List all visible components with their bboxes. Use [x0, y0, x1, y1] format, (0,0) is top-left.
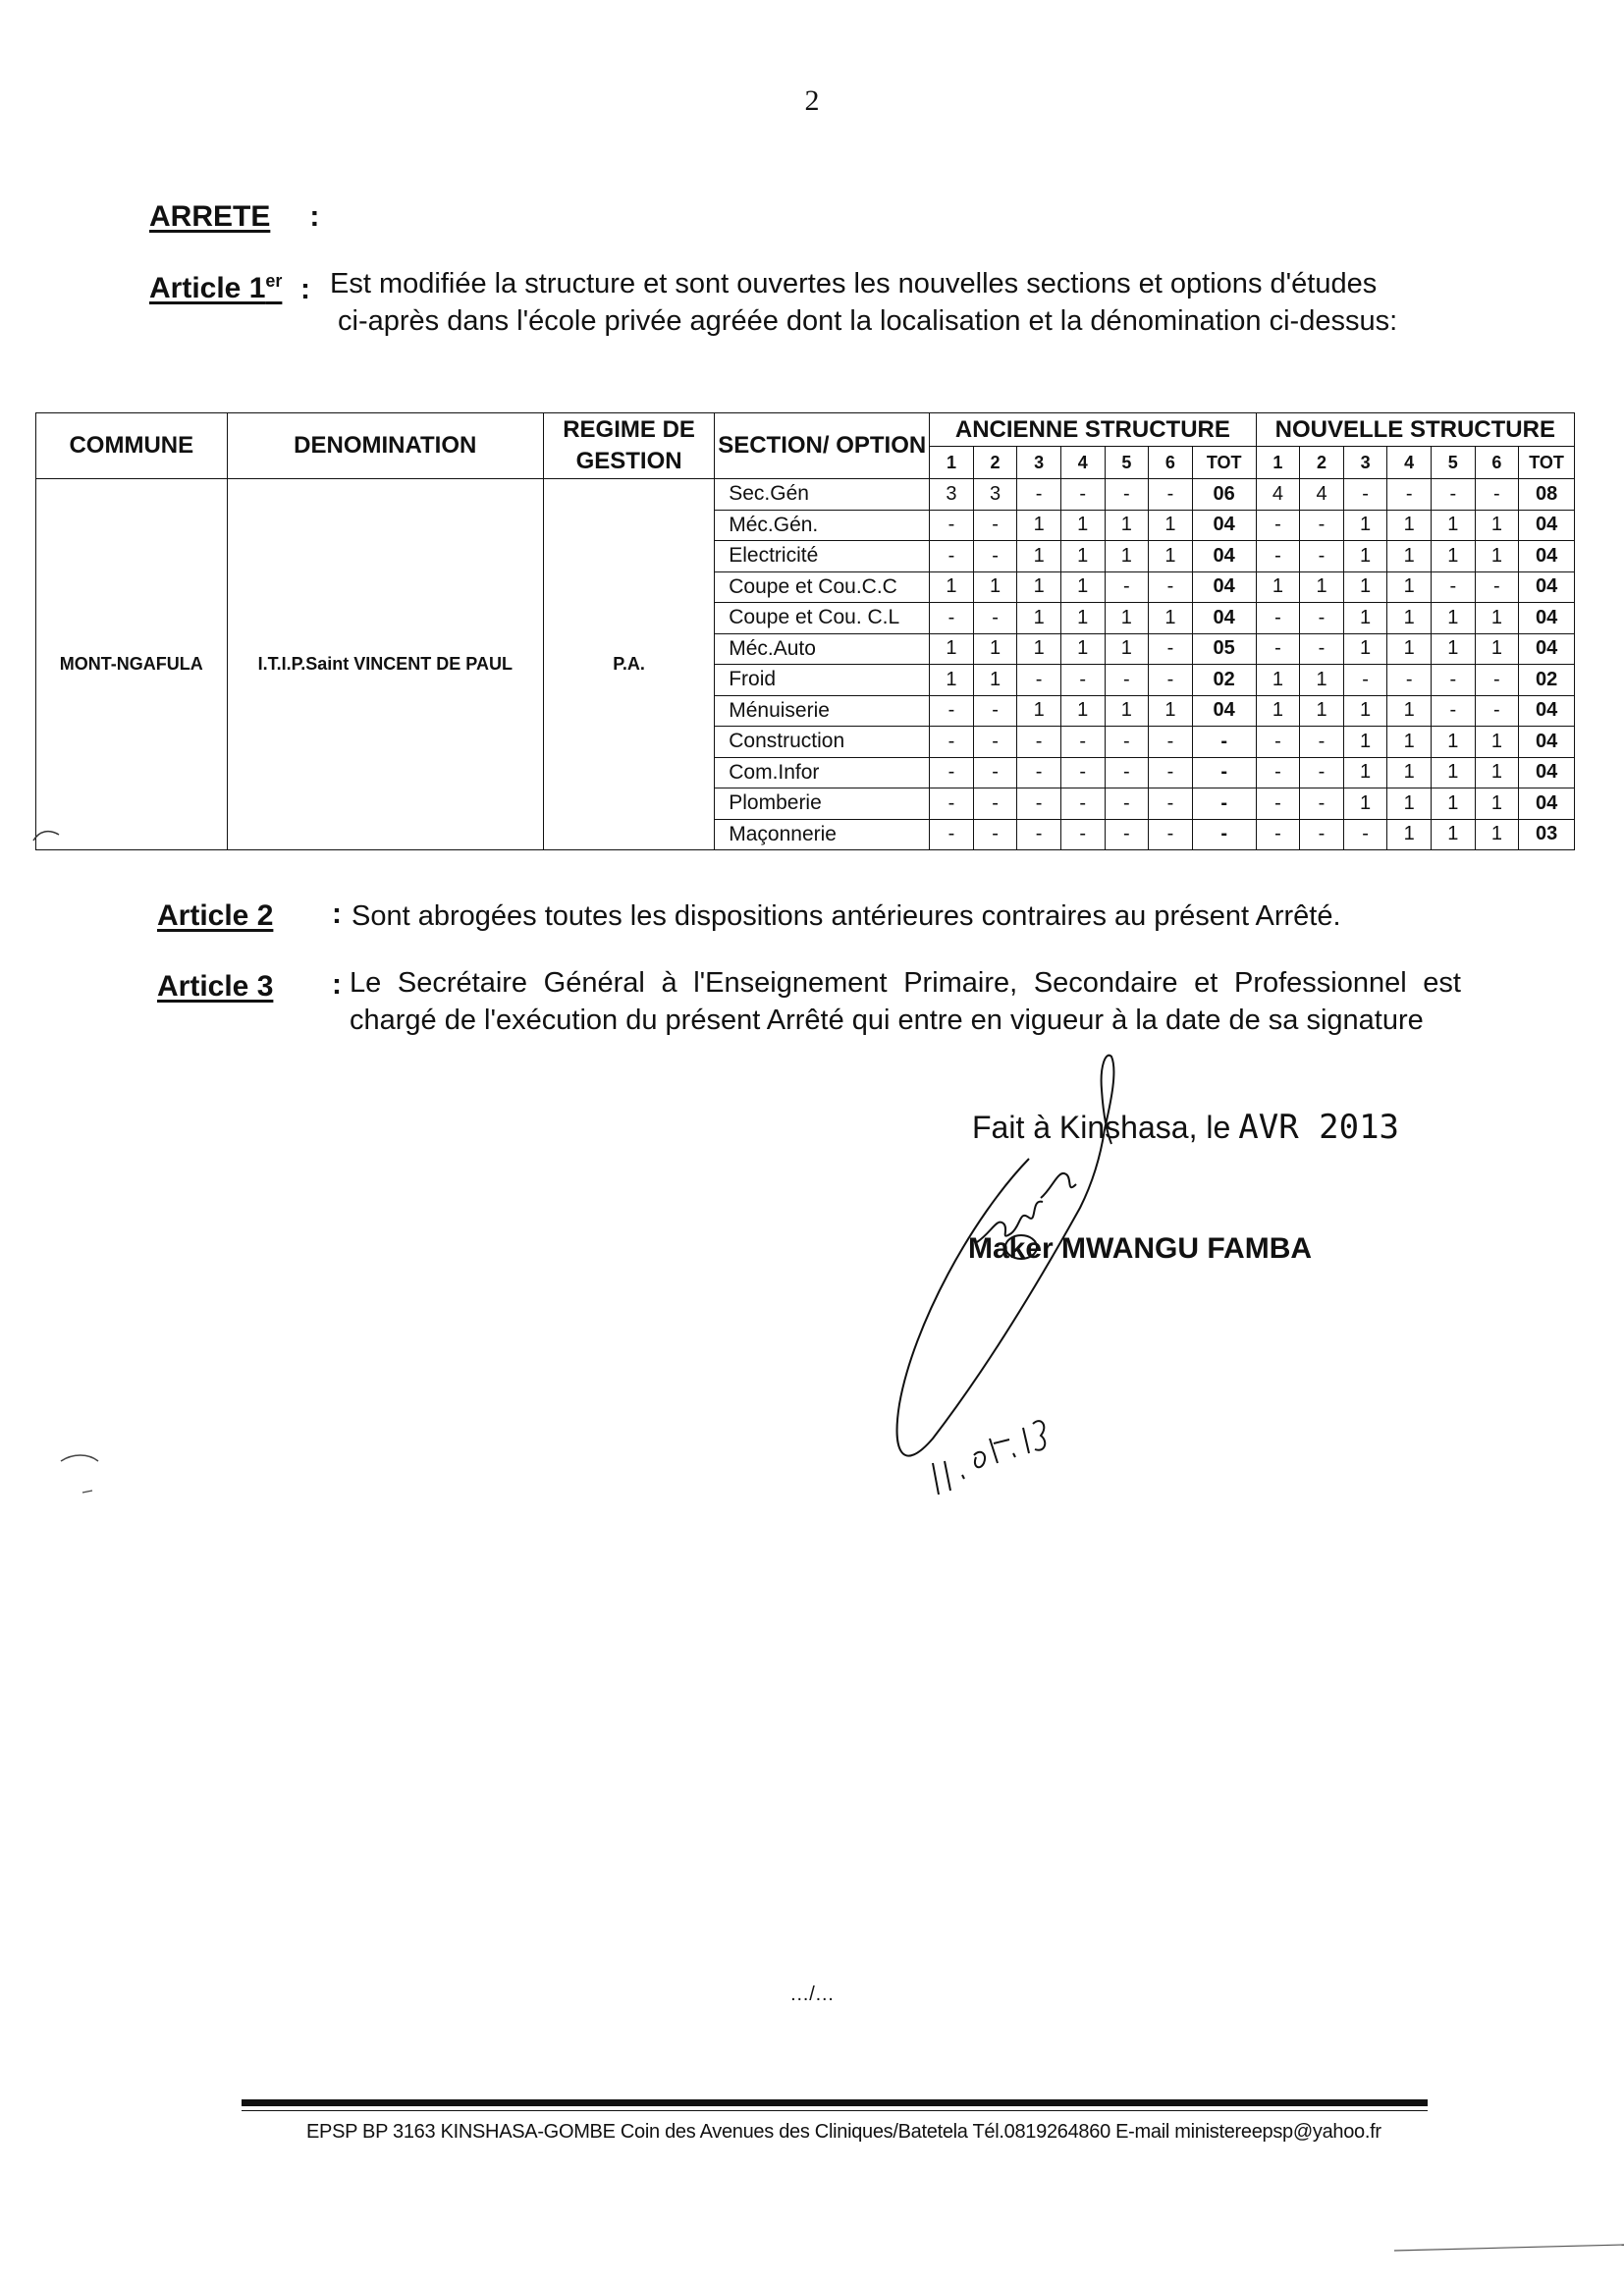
regime-cell: P.A.	[543, 479, 714, 850]
option-cell: Méc.Auto	[715, 633, 930, 665]
nouvelle-cell-4: 1	[1387, 541, 1432, 572]
ancienne-cell-3: 1	[1017, 695, 1061, 727]
nouvelle-cell-2: -	[1300, 819, 1344, 850]
ancienne-cell-2: -	[973, 788, 1017, 820]
header-ancienne-4: 4	[1060, 447, 1105, 479]
page-number: 2	[804, 84, 820, 117]
ancienne-cell-tot: 04	[1192, 571, 1256, 603]
option-cell: Sec.Gén	[715, 479, 930, 511]
nouvelle-cell-tot: 08	[1519, 479, 1575, 511]
ancienne-cell-4: -	[1060, 788, 1105, 820]
article-3-separator: :	[332, 968, 342, 1001]
ancienne-cell-4: 1	[1060, 541, 1105, 572]
ancienne-cell-5: -	[1105, 479, 1149, 511]
header-ancienne-3: 3	[1017, 447, 1061, 479]
ancienne-cell-3: 1	[1017, 541, 1061, 572]
ancienne-cell-tot: 04	[1192, 510, 1256, 541]
scan-mark-table	[29, 821, 79, 850]
date-stamp: AVR 2013	[1238, 1108, 1400, 1147]
ancienne-cell-4: 1	[1060, 510, 1105, 541]
ancienne-cell-tot: 06	[1192, 479, 1256, 511]
nouvelle-cell-5: 1	[1431, 819, 1475, 850]
ancienne-cell-6: -	[1149, 571, 1193, 603]
ancienne-cell-tot: -	[1192, 727, 1256, 758]
place-label: Fait à Kinshasa, le	[972, 1110, 1231, 1145]
ancienne-cell-1: -	[930, 541, 974, 572]
ancienne-cell-3: -	[1017, 819, 1061, 850]
ancienne-cell-4: 1	[1060, 695, 1105, 727]
nouvelle-cell-6: 1	[1475, 633, 1519, 665]
ancienne-cell-6: -	[1149, 479, 1193, 511]
ancienne-cell-tot: -	[1192, 819, 1256, 850]
nouvelle-cell-3: -	[1343, 665, 1387, 696]
nouvelle-cell-6: 1	[1475, 788, 1519, 820]
article-1-separator: :	[300, 273, 310, 305]
header-ancienne-5: 5	[1105, 447, 1149, 479]
article-1-line1: Est modifiée la structure et sont ouvertes les nouvelles sections et options d'études	[330, 268, 1378, 299]
nouvelle-cell-4: -	[1387, 479, 1432, 511]
header-nouvelle-structure: NOUVELLE STRUCTURE	[1256, 413, 1574, 447]
nouvelle-cell-5: 1	[1431, 788, 1475, 820]
ancienne-cell-2: -	[973, 695, 1017, 727]
denomination-cell: I.T.I.P.Saint VINCENT DE PAUL	[227, 479, 543, 850]
ancienne-cell-6: -	[1149, 788, 1193, 820]
nouvelle-cell-6: 1	[1475, 819, 1519, 850]
header-nouvelle-3: 3	[1343, 447, 1387, 479]
option-cell: Méc.Gén.	[715, 510, 930, 541]
ancienne-cell-2: 1	[973, 665, 1017, 696]
ancienne-cell-tot: -	[1192, 757, 1256, 788]
ancienne-cell-4: -	[1060, 665, 1105, 696]
option-cell: Maçonnerie	[715, 819, 930, 850]
ancienne-cell-2: 1	[973, 571, 1017, 603]
nouvelle-cell-6: -	[1475, 665, 1519, 696]
nouvelle-cell-3: 1	[1343, 727, 1387, 758]
table-body	[36, 479, 1575, 850]
nouvelle-cell-6: 1	[1475, 727, 1519, 758]
nouvelle-cell-3: 1	[1343, 603, 1387, 634]
ancienne-cell-5: -	[1105, 757, 1149, 788]
ancienne-cell-3: -	[1017, 757, 1061, 788]
ancienne-cell-3: -	[1017, 727, 1061, 758]
nouvelle-cell-1: 1	[1256, 695, 1300, 727]
nouvelle-cell-2: -	[1300, 757, 1344, 788]
ancienne-cell-1: -	[930, 819, 974, 850]
option-cell: Construction	[715, 727, 930, 758]
nouvelle-cell-5: -	[1431, 571, 1475, 603]
ancienne-cell-3: -	[1017, 479, 1061, 511]
nouvelle-cell-3: 1	[1343, 571, 1387, 603]
option-cell: Coupe et Cou.C.C	[715, 571, 930, 603]
nouvelle-cell-5: 1	[1431, 603, 1475, 634]
footer-address: EPSP BP 3163 KINSHASA-GOMBE Coin des Avenues des Cliniques/Batetela Tél.0819264860 E-mail ministereepsp@yahoo.fr	[306, 2121, 1381, 2143]
ancienne-cell-5: -	[1105, 819, 1149, 850]
nouvelle-cell-tot: 04	[1519, 757, 1575, 788]
nouvelle-cell-5: -	[1431, 695, 1475, 727]
arrete-colon: :	[309, 200, 320, 233]
nouvelle-cell-4: 1	[1387, 603, 1432, 634]
article-3-text: Le Secrétaire Général à l'Enseignement Primaire, Secondaire et Professionnel est chargé de l'exécution du présent Arrêté qui entre en vigueur à la date de sa signature	[350, 967, 1461, 1036]
nouvelle-cell-3: 1	[1343, 541, 1387, 572]
nouvelle-cell-tot: 04	[1519, 603, 1575, 634]
nouvelle-cell-4: 1	[1387, 633, 1432, 665]
nouvelle-cell-4: 1	[1387, 727, 1432, 758]
nouvelle-cell-2: -	[1300, 788, 1344, 820]
ancienne-cell-5: 1	[1105, 695, 1149, 727]
table-row	[36, 479, 1575, 511]
nouvelle-cell-2: 1	[1300, 571, 1344, 603]
option-cell: Coupe et Cou. C.L	[715, 603, 930, 634]
ancienne-cell-3: 1	[1017, 603, 1061, 634]
ancienne-cell-1: -	[930, 510, 974, 541]
nouvelle-cell-4: 1	[1387, 510, 1432, 541]
option-cell: Froid	[715, 665, 930, 696]
nouvelle-cell-6: 1	[1475, 603, 1519, 634]
nouvelle-cell-tot: 04	[1519, 541, 1575, 572]
ancienne-cell-5: -	[1105, 788, 1149, 820]
ancienne-cell-2: -	[973, 819, 1017, 850]
ancienne-cell-5: 1	[1105, 633, 1149, 665]
arrete-label: ARRETE	[149, 200, 271, 233]
structure-table	[35, 412, 1575, 850]
ancienne-cell-1: -	[930, 788, 974, 820]
nouvelle-cell-3: 1	[1343, 788, 1387, 820]
ancienne-cell-1: 3	[930, 479, 974, 511]
ancienne-cell-3: -	[1017, 788, 1061, 820]
nouvelle-cell-1: 1	[1256, 665, 1300, 696]
nouvelle-cell-4: 1	[1387, 571, 1432, 603]
continued-marker: …/…	[789, 1984, 835, 2005]
nouvelle-cell-4: 1	[1387, 695, 1432, 727]
ancienne-cell-5: 1	[1105, 510, 1149, 541]
nouvelle-cell-6: -	[1475, 571, 1519, 603]
ancienne-cell-4: 1	[1060, 633, 1105, 665]
arrete-heading	[149, 200, 319, 234]
article-1-text	[330, 265, 1449, 340]
ancienne-cell-6: -	[1149, 665, 1193, 696]
nouvelle-cell-6: 1	[1475, 510, 1519, 541]
nouvelle-cell-5: 1	[1431, 510, 1475, 541]
option-cell: Ménuiserie	[715, 695, 930, 727]
article-1-label: Article 1er	[149, 271, 283, 304]
nouvelle-cell-5: 1	[1431, 727, 1475, 758]
nouvelle-cell-1: -	[1256, 633, 1300, 665]
nouvelle-cell-tot: 02	[1519, 665, 1575, 696]
header-nouvelle-5: 5	[1431, 447, 1475, 479]
ancienne-cell-2: -	[973, 757, 1017, 788]
nouvelle-cell-6: -	[1475, 479, 1519, 511]
article-2-label: Article 2	[157, 899, 274, 932]
nouvelle-cell-3: 1	[1343, 633, 1387, 665]
nouvelle-cell-tot: 04	[1519, 727, 1575, 758]
article-2-separator: :	[332, 897, 342, 930]
nouvelle-cell-2: 1	[1300, 695, 1344, 727]
nouvelle-cell-6: 1	[1475, 541, 1519, 572]
option-cell: Electricité	[715, 541, 930, 572]
ancienne-cell-4: 1	[1060, 571, 1105, 603]
nouvelle-cell-5: 1	[1431, 541, 1475, 572]
ancienne-cell-5: -	[1105, 665, 1149, 696]
signatory-name: Maker MWANGU FAMBA	[968, 1232, 1313, 1265]
nouvelle-cell-tot: 04	[1519, 510, 1575, 541]
ancienne-cell-5: 1	[1105, 541, 1149, 572]
nouvelle-cell-2: -	[1300, 541, 1344, 572]
nouvelle-cell-1: -	[1256, 788, 1300, 820]
nouvelle-cell-2: 1	[1300, 665, 1344, 696]
footer-rule-thin	[242, 2110, 1428, 2111]
ancienne-cell-3: -	[1017, 665, 1061, 696]
ancienne-cell-6: -	[1149, 757, 1193, 788]
ancienne-cell-1: -	[930, 757, 974, 788]
nouvelle-cell-1: 4	[1256, 479, 1300, 511]
ancienne-cell-3: 1	[1017, 510, 1061, 541]
ancienne-cell-tot: 05	[1192, 633, 1256, 665]
header-ancienne-6: 6	[1149, 447, 1193, 479]
commune-cell: MONT-NGAFULA	[36, 479, 228, 850]
header-nouvelle-1: 1	[1256, 447, 1300, 479]
ancienne-cell-1: 1	[930, 633, 974, 665]
ancienne-cell-6: 1	[1149, 510, 1193, 541]
ancienne-cell-tot: 04	[1192, 603, 1256, 634]
ancienne-cell-4: 1	[1060, 603, 1105, 634]
header-commune: COMMUNE	[36, 413, 228, 479]
nouvelle-cell-1: -	[1256, 757, 1300, 788]
header-ancienne-tot: TOT	[1192, 447, 1256, 479]
nouvelle-cell-3: 1	[1343, 695, 1387, 727]
ancienne-cell-4: -	[1060, 479, 1105, 511]
ancienne-cell-4: -	[1060, 819, 1105, 850]
ancienne-cell-5: -	[1105, 571, 1149, 603]
header-section-option: SECTION/ OPTION	[715, 413, 930, 479]
nouvelle-cell-3: -	[1343, 819, 1387, 850]
nouvelle-cell-4: 1	[1387, 757, 1432, 788]
nouvelle-cell-tot: 04	[1519, 788, 1575, 820]
ancienne-cell-6: -	[1149, 633, 1193, 665]
nouvelle-cell-4: 1	[1387, 819, 1432, 850]
ancienne-cell-1: 1	[930, 571, 974, 603]
ancienne-cell-tot: 02	[1192, 665, 1256, 696]
ancienne-cell-1: -	[930, 727, 974, 758]
nouvelle-cell-5: 1	[1431, 757, 1475, 788]
nouvelle-cell-4: -	[1387, 665, 1432, 696]
nouvelle-cell-2: -	[1300, 633, 1344, 665]
scan-mark-bottom	[1394, 2219, 1624, 2258]
nouvelle-cell-5: 1	[1431, 633, 1475, 665]
ancienne-cell-6: 1	[1149, 603, 1193, 634]
ancienne-cell-3: 1	[1017, 571, 1061, 603]
nouvelle-cell-3: 1	[1343, 510, 1387, 541]
article-2-text: Sont abrogées toutes les dispositions antérieures contraires au présent Arrêté.	[352, 900, 1341, 932]
header-denomination: DENOMINATION	[227, 413, 543, 479]
header-ancienne-1: 1	[930, 447, 974, 479]
ancienne-cell-2: -	[973, 510, 1017, 541]
ancienne-cell-2: -	[973, 603, 1017, 634]
ancienne-cell-2: 1	[973, 633, 1017, 665]
option-cell: Com.Infor	[715, 757, 930, 788]
nouvelle-cell-2: 4	[1300, 479, 1344, 511]
ancienne-cell-6: -	[1149, 727, 1193, 758]
nouvelle-cell-tot: 04	[1519, 571, 1575, 603]
ancienne-cell-tot: 04	[1192, 695, 1256, 727]
nouvelle-cell-tot: 03	[1519, 819, 1575, 850]
nouvelle-cell-1: -	[1256, 819, 1300, 850]
article-1-rest: ci-après dans l'école privée agréée dont la localisation et la dénomination ci-dessus:	[338, 305, 1398, 337]
nouvelle-cell-3: 1	[1343, 757, 1387, 788]
nouvelle-cell-1: -	[1256, 603, 1300, 634]
ancienne-cell-2: -	[973, 541, 1017, 572]
scan-mark-left	[59, 1453, 118, 1512]
header-nouvelle-tot: TOT	[1519, 447, 1575, 479]
ancienne-cell-4: -	[1060, 757, 1105, 788]
ancienne-cell-3: 1	[1017, 633, 1061, 665]
header-nouvelle-2: 2	[1300, 447, 1344, 479]
nouvelle-cell-2: -	[1300, 603, 1344, 634]
header-ancienne-2: 2	[973, 447, 1017, 479]
ancienne-cell-4: -	[1060, 727, 1105, 758]
ancienne-cell-1: -	[930, 695, 974, 727]
header-nouvelle-6: 6	[1475, 447, 1519, 479]
ancienne-cell-1: -	[930, 603, 974, 634]
handwritten-signature	[884, 1051, 1139, 1522]
ancienne-cell-tot: -	[1192, 788, 1256, 820]
option-cell: Plomberie	[715, 788, 930, 820]
nouvelle-cell-3: -	[1343, 479, 1387, 511]
ancienne-cell-6: 1	[1149, 695, 1193, 727]
nouvelle-cell-tot: 04	[1519, 695, 1575, 727]
nouvelle-cell-6: 1	[1475, 757, 1519, 788]
nouvelle-cell-5: -	[1431, 665, 1475, 696]
nouvelle-cell-2: -	[1300, 727, 1344, 758]
ancienne-cell-2: 3	[973, 479, 1017, 511]
ancienne-cell-6: -	[1149, 819, 1193, 850]
nouvelle-cell-5: -	[1431, 479, 1475, 511]
ancienne-cell-5: -	[1105, 727, 1149, 758]
article-3-label: Article 3	[157, 970, 274, 1003]
header-nouvelle-4: 4	[1387, 447, 1432, 479]
ancienne-cell-6: 1	[1149, 541, 1193, 572]
nouvelle-cell-6: -	[1475, 695, 1519, 727]
nouvelle-cell-2: -	[1300, 510, 1344, 541]
nouvelle-cell-1: 1	[1256, 571, 1300, 603]
ancienne-cell-1: 1	[930, 665, 974, 696]
nouvelle-cell-1: -	[1256, 541, 1300, 572]
ancienne-cell-tot: 04	[1192, 541, 1256, 572]
header-regime: REGIME DE GESTION	[543, 413, 714, 479]
nouvelle-cell-1: -	[1256, 727, 1300, 758]
nouvelle-cell-4: 1	[1387, 788, 1432, 820]
nouvelle-cell-tot: 04	[1519, 633, 1575, 665]
ancienne-cell-2: -	[973, 727, 1017, 758]
ancienne-cell-5: 1	[1105, 603, 1149, 634]
footer-rule-thick	[242, 2099, 1428, 2106]
nouvelle-cell-1: -	[1256, 510, 1300, 541]
header-ancienne-structure: ANCIENNE STRUCTURE	[930, 413, 1256, 447]
